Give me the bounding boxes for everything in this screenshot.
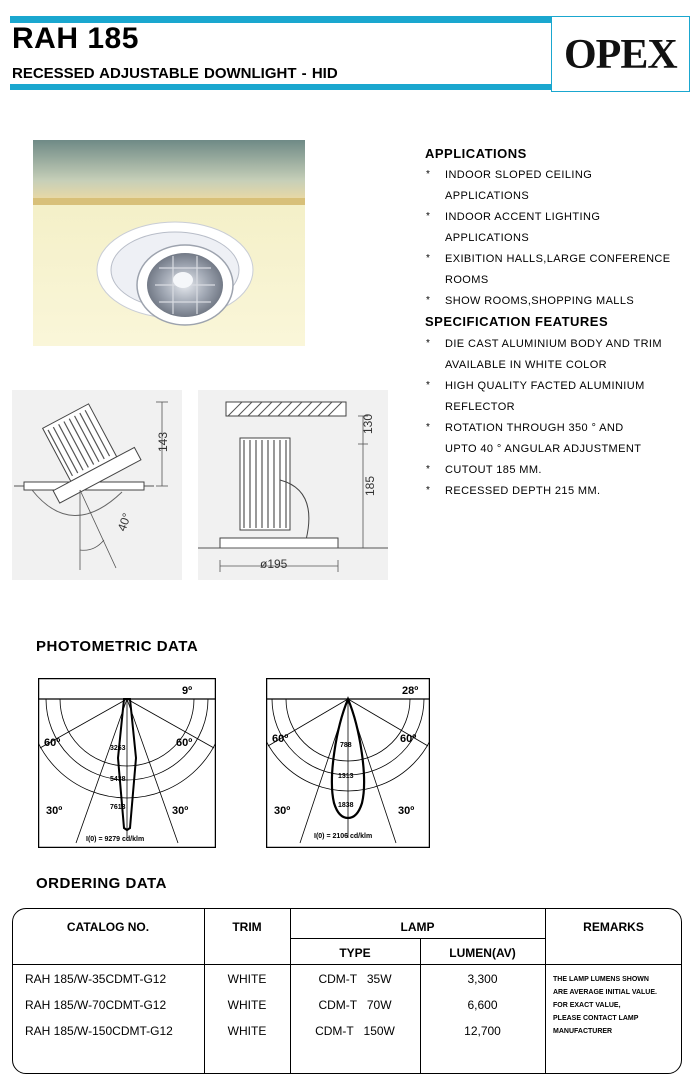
product-subtitle: RECESSED ADJUSTABLE DOWNLIGHT - HID bbox=[12, 65, 338, 82]
header-bottom-bar bbox=[10, 84, 551, 90]
diagram-1-angle-30-right: 30º bbox=[172, 805, 189, 817]
row-1-lumen: 3,300 bbox=[467, 972, 498, 986]
list-item: * RECESSED DEPTH 215 MM. bbox=[426, 481, 676, 502]
diagram-2-value-3: 1838 bbox=[338, 802, 354, 809]
applications-list bbox=[426, 165, 681, 312]
diagram-1-value-1: 3263 bbox=[110, 745, 126, 752]
diagram-1-value-3: 7613 bbox=[110, 804, 126, 811]
side-view-drawing bbox=[12, 390, 182, 580]
header-remarks: REMARKS bbox=[583, 920, 644, 934]
header-catalog: CATALOG NO. bbox=[66, 920, 150, 934]
list-item: * EXIBITION HALLS,LARGE CONFERENCE ROOMS bbox=[426, 249, 681, 291]
header-lumen: LUMEN(AV) bbox=[449, 946, 516, 960]
row-3-trim: WHITE bbox=[227, 1024, 267, 1038]
dim-ceiling-gap: 130 bbox=[361, 413, 375, 434]
list-item: * INDOOR ACCENT LIGHTING APPLICATIONS bbox=[426, 207, 621, 249]
diagram-1-value-2: 5438 bbox=[110, 776, 126, 783]
remarks-note bbox=[553, 973, 678, 1038]
row-2-lumen: 6,600 bbox=[467, 998, 498, 1012]
diagram-1-beam: 9º bbox=[182, 685, 193, 697]
dim-tilt-angle: 40° bbox=[114, 511, 135, 534]
row-3-type: CDM-T 150W bbox=[315, 1024, 395, 1038]
diagram-2-value-1: 788 bbox=[340, 742, 352, 749]
dim-side-height: 143 bbox=[156, 431, 170, 452]
diagram-2-value-2: 1313 bbox=[338, 773, 354, 780]
brand-logo bbox=[551, 16, 690, 92]
list-item: * ROTATION THROUGH 350 ° AND UPTO 40 ° ANGULAR ADJUSTMENT bbox=[426, 418, 656, 460]
list-item: * HIGH QUALITY FACTED ALUMINIUM REFLECTOR bbox=[426, 376, 666, 418]
photometric-diagram-2 bbox=[266, 678, 430, 848]
table-divider bbox=[290, 938, 545, 939]
specification-heading: SPECIFICATION FEATURES bbox=[425, 314, 609, 329]
header-lamp: LAMP bbox=[400, 920, 435, 934]
ordering-heading: ORDERING DATA bbox=[36, 875, 167, 892]
brand-logo-text: OPEX bbox=[564, 32, 677, 78]
row-1-trim: WHITE bbox=[227, 972, 267, 986]
specification-list bbox=[426, 334, 676, 502]
list-item: * DIE CAST ALUMINIUM BODY AND TRIM AVAILABLE IN WHITE COLOR bbox=[426, 334, 676, 376]
diagram-2-beam: 28º bbox=[402, 685, 419, 697]
remarks-line: ARE AVERAGE INITIAL VALUE. bbox=[553, 989, 657, 996]
photometric-diagram-1 bbox=[38, 678, 216, 848]
remarks-line: MANUFACTURER bbox=[553, 1028, 613, 1035]
model-number: RAH 185 bbox=[12, 22, 139, 55]
diagram-2-angle-30-left: 30º bbox=[274, 805, 291, 817]
table-divider bbox=[12, 964, 682, 965]
product-photo bbox=[33, 140, 305, 346]
diagram-1-peak: I(0) = 9279 cd/klm bbox=[86, 836, 145, 843]
row-1-catalog: RAH 185/W-35CDMT-G12 bbox=[25, 972, 167, 986]
diagram-2-peak: I(0) = 2106 cd/klm bbox=[314, 833, 373, 840]
row-1-type: CDM-T 35W bbox=[318, 972, 392, 986]
diagram-1-angle-60-right: 60º bbox=[176, 737, 193, 749]
front-view-drawing bbox=[198, 390, 388, 580]
remarks-line: THE LAMP LUMENS SHOWN bbox=[553, 976, 649, 983]
header-type: TYPE bbox=[339, 946, 371, 960]
diagram-2-angle-60-right: 60º bbox=[400, 733, 417, 745]
list-item: * INDOOR SLOPED CEILING APPLICATIONS bbox=[426, 165, 676, 207]
row-2-trim: WHITE bbox=[227, 998, 267, 1012]
header-trim: TRIM bbox=[232, 920, 262, 934]
row-3-catalog: RAH 185/W-150CDMT-G12 bbox=[25, 1024, 173, 1038]
applications-heading: APPLICATIONS bbox=[425, 146, 527, 161]
diagram-2-angle-60-left: 60º bbox=[272, 733, 289, 745]
diagram-1-angle-30-left: 30º bbox=[46, 805, 63, 817]
row-3-lumen: 12,700 bbox=[464, 1024, 501, 1038]
remarks-line: FOR EXACT VALUE, bbox=[553, 1002, 621, 1009]
diagram-1-angle-60-left: 60º bbox=[44, 737, 61, 749]
dim-diameter: ø195 bbox=[260, 557, 288, 571]
list-item: * SHOW ROOMS,SHOPPING MALLS bbox=[426, 291, 676, 312]
dim-body-height: 185 bbox=[363, 475, 377, 496]
diagram-2-angle-30-right: 30º bbox=[398, 805, 415, 817]
row-2-type: CDM-T 70W bbox=[318, 998, 392, 1012]
list-item: * CUTOUT 185 MM. bbox=[426, 460, 676, 481]
remarks-line: PLEASE CONTACT LAMP bbox=[553, 1015, 639, 1022]
row-2-catalog: RAH 185/W-70CDMT-G12 bbox=[25, 998, 167, 1012]
photometric-heading: PHOTOMETRIC DATA bbox=[36, 638, 199, 655]
